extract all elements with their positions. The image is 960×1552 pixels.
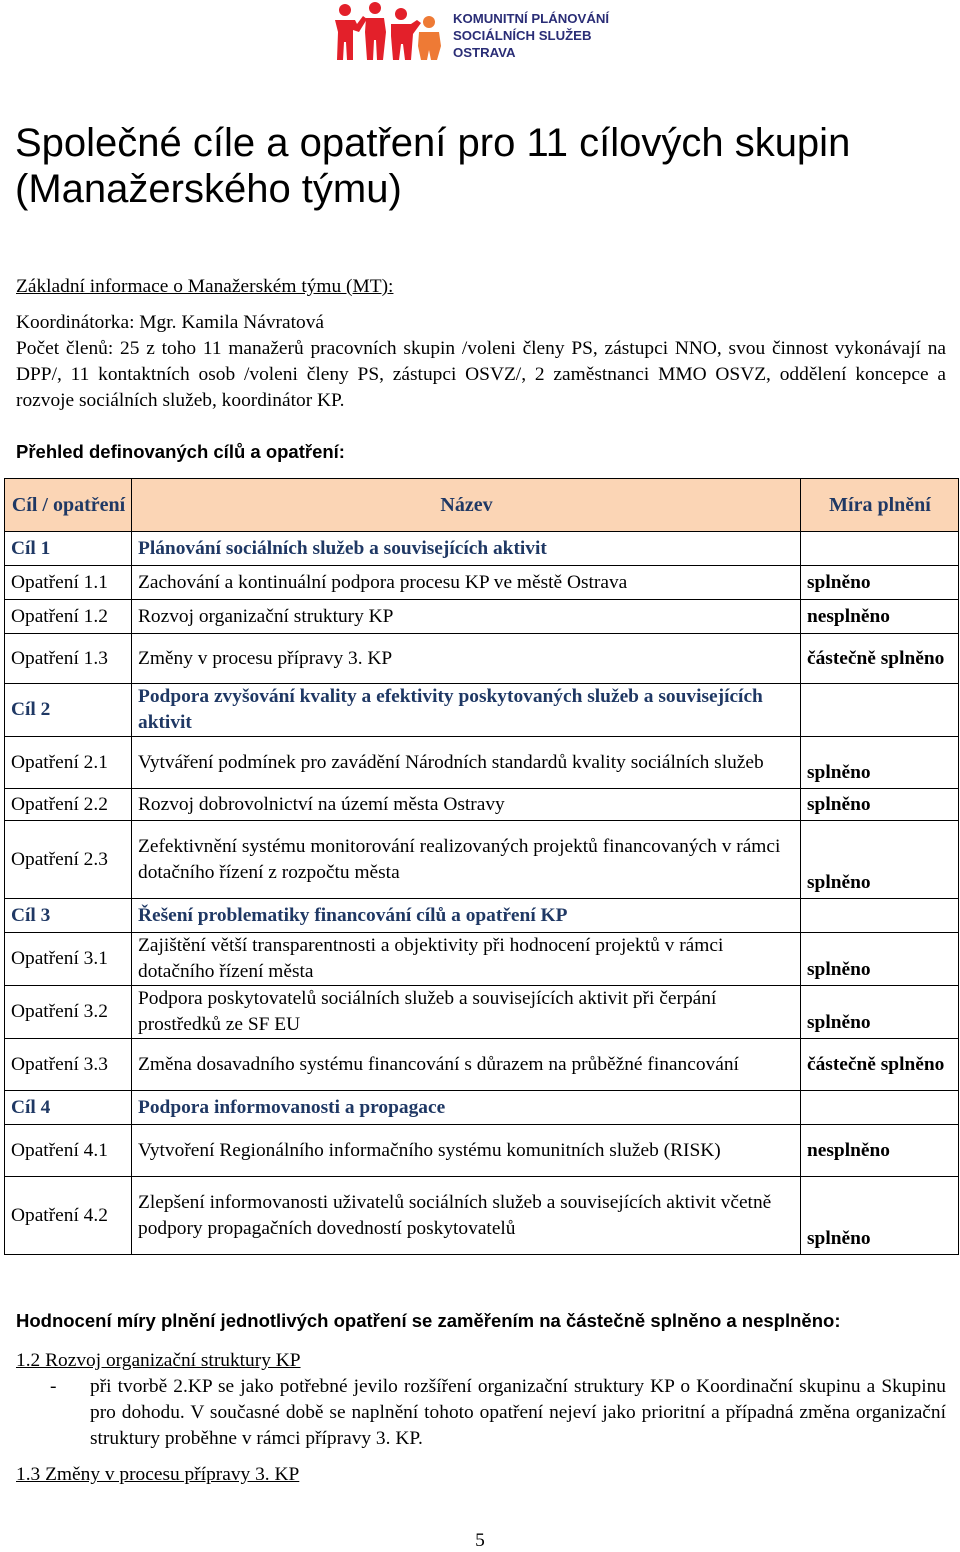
measure-row <box>5 737 959 789</box>
measure-name: Změny v procesu přípravy 3. KP <box>132 634 801 684</box>
fulfillment-status: částečně splněno <box>801 1039 959 1091</box>
intro-section <box>16 274 946 414</box>
fulfillment-status: částečně splněno <box>801 634 959 684</box>
measure-row <box>5 789 959 821</box>
measure-row <box>5 634 959 684</box>
fulfillment-status <box>801 532 959 566</box>
measure-row <box>5 566 959 600</box>
measure-name: Rozvoj organizační struktury KP <box>132 600 801 634</box>
measure-name: Zajištění větší transparentnosti a objektivity při hodnocení projektů v rámci dotačního řízení města <box>132 933 801 986</box>
goal-row <box>5 1091 959 1125</box>
bullet-dash: - <box>50 1376 57 1397</box>
measure-name: Změna dosavadního systému financování s důrazem na průběžné financování <box>132 1039 801 1091</box>
fulfillment-status: splněno <box>801 1177 959 1255</box>
fulfillment-status <box>801 1091 959 1125</box>
fulfillment-status: splněno <box>801 821 959 899</box>
goal-name: Podpora informovanosti a propagace <box>132 1091 801 1125</box>
measure-id: Opatření 4.2 <box>5 1177 132 1255</box>
goal-id: Cíl 1 <box>5 532 132 566</box>
logo-line: OSTRAVA <box>453 45 516 60</box>
fulfillment-status <box>801 899 959 933</box>
logo <box>333 2 633 64</box>
measure-row <box>5 1039 959 1091</box>
coordinator-text: Koordinátorka: Mgr. Kamila Návratová <box>16 312 325 333</box>
goal-row <box>5 899 959 933</box>
fulfillment-status: splněno <box>801 933 959 986</box>
goal-id: Cíl 4 <box>5 1091 132 1125</box>
measure-id: Opatření 2.2 <box>5 789 132 821</box>
measure-id: Opatření 4.1 <box>5 1125 132 1177</box>
measure-id: Opatření 1.3 <box>5 634 132 684</box>
measure-name: Rozvoj dobrovolnictví na území města Ostravy <box>132 789 801 821</box>
header-fulfillment: Míra plnění <box>801 479 959 532</box>
fulfillment-status: splněno <box>801 737 959 789</box>
goal-name: Podpora zvyšování kvality a efektivity poskytovaných služeb a souvisejících aktivit <box>132 684 801 737</box>
fulfillment-status: splněno <box>801 986 959 1039</box>
evaluation-bullet <box>50 1374 946 1452</box>
overview-heading: Přehled definovaných cílů a opatření: <box>16 441 345 462</box>
measure-id: Opatření 3.3 <box>5 1039 132 1091</box>
measure-row <box>5 986 959 1039</box>
measure-row <box>5 1125 959 1177</box>
fulfillment-status <box>801 684 959 737</box>
logo-line: KOMUNITNÍ PLÁNOVÁNÍ <box>453 11 610 26</box>
evaluation-item-text: při tvorbě 2.KP se jako potřebné jevilo rozšíření organizační struktury KP o Koordinační skupinu a Skupinu pro dohodu. V současné době se naplnění tohoto opatření nejeví jako prioritní a případná změna organizační struktury proběhne v rámci přípravy 3. KP. <box>90 1376 946 1449</box>
logo-text <box>453 10 609 61</box>
goal-row <box>5 532 959 566</box>
measure-id: Opatření 1.2 <box>5 600 132 634</box>
members-text: Počet členů: 25 z toho 11 manažerů pracovních skupin /voleni členy PS, zástupci NNO, svou činnost vykonávají na DPP/, 11 kontaktních osob /voleni členy PS, zástupci OSVZ/, 2 zaměstnanci MMO OSVZ, oddělení koncepce a rozvoje sociálních služeb, koordinátor KP. <box>16 338 946 411</box>
measure-id: Opatření 3.2 <box>5 986 132 1039</box>
measure-row <box>5 821 959 899</box>
goal-row <box>5 684 959 737</box>
measure-row <box>5 600 959 634</box>
logo-line: SOCIÁLNÍCH SLUŽEB <box>453 28 592 43</box>
measure-id: Opatření 2.1 <box>5 737 132 789</box>
measure-id: Opatření 1.1 <box>5 566 132 600</box>
evaluation-item-title: 1.3 Změny v procesu přípravy 3. KP <box>16 1464 300 1485</box>
goal-id: Cíl 3 <box>5 899 132 933</box>
goal-id: Cíl 2 <box>5 684 132 737</box>
page-number: 5 <box>475 1530 485 1551</box>
evaluation-item-title: 1.2 Rozvoj organizační struktury KP <box>16 1350 301 1371</box>
measure-row <box>5 933 959 986</box>
measure-row <box>5 1177 959 1255</box>
fulfillment-status: splněno <box>801 566 959 600</box>
measure-name: Zlepšení informovanosti uživatelů sociálních služeb a souvisejících aktivit včetně podpory propagačních dovedností poskytovatelů <box>132 1177 801 1255</box>
goal-name: Plánování sociálních služeb a souvisejících aktivit <box>132 532 801 566</box>
table-header-row <box>5 479 959 532</box>
header-name: Název <box>132 479 801 532</box>
fulfillment-status: nesplněno <box>801 600 959 634</box>
page-title <box>15 120 945 212</box>
measure-name: Vytváření podmínek pro zavádění Národních standardů kvality sociálních služeb <box>132 737 801 789</box>
header-goal-measure: Cíl / opatření <box>5 479 132 532</box>
measure-name: Podpora poskytovatelů sociálních služeb a souvisejících aktivit při čerpání prostředků ze SF EU <box>132 986 801 1039</box>
title-line-2: (Manažerského týmu) <box>15 167 402 211</box>
fulfillment-status: nesplněno <box>801 1125 959 1177</box>
fulfillment-status: splněno <box>801 789 959 821</box>
intro-heading: Základní informace o Manažerském týmu (MT): <box>16 276 394 297</box>
title-line-1: Společné cíle a opatření pro 11 cílových skupin <box>15 121 851 165</box>
evaluation-section <box>16 1348 946 1488</box>
measure-name: Vytvoření Regionálního informačního systému komunitních služeb (RISK) <box>132 1125 801 1177</box>
evaluation-heading: Hodnocení míry plnění jednotlivých opatření se zaměřením na částečně splněno a nesplněno: <box>16 1310 841 1331</box>
measure-id: Opatření 3.1 <box>5 933 132 986</box>
people-logo-icon <box>333 2 445 64</box>
measure-name: Zefektivnění systému monitorování realizovaných projektů financovaných v rámci dotačního řízení z rozpočtu města <box>132 821 801 899</box>
measure-id: Opatření 2.3 <box>5 821 132 899</box>
measure-name: Zachování a kontinuální podpora procesu KP ve městě Ostrava <box>132 566 801 600</box>
goals-table <box>4 478 959 1255</box>
goal-name: Řešení problematiky financování cílů a opatření KP <box>132 899 801 933</box>
